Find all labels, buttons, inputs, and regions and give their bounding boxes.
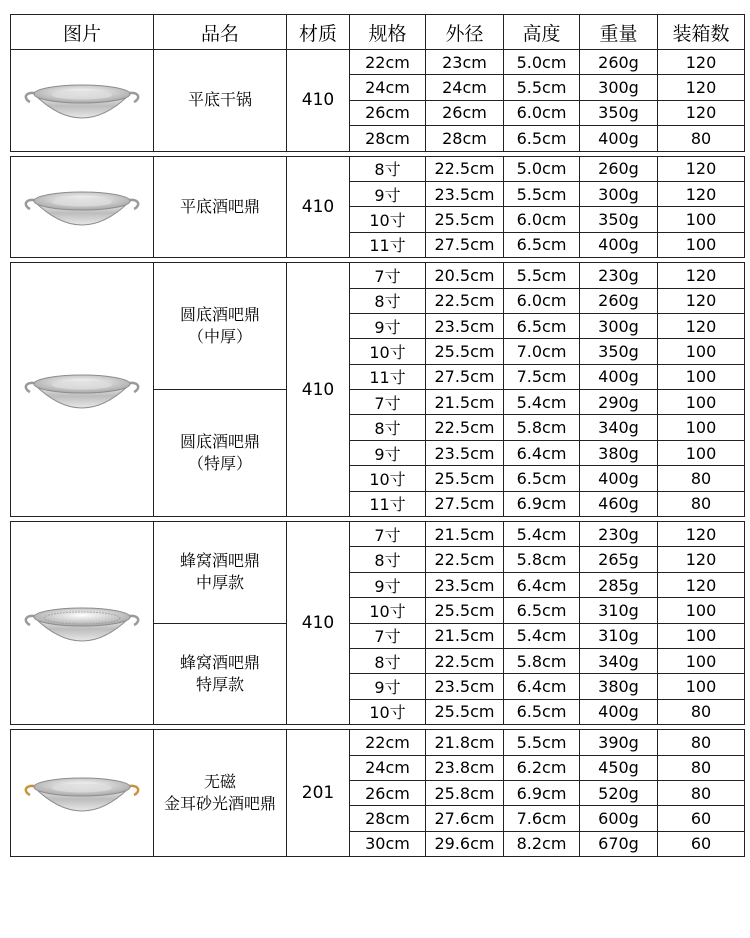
- diameter-cell: 23.5cm: [426, 313, 504, 338]
- height-cell: 5.0cm: [504, 50, 580, 75]
- wok-honeycomb-wire-handles-icon: [11, 591, 153, 655]
- carton-qty-cell: 80: [658, 491, 745, 516]
- height-cell: 6.4cm: [504, 674, 580, 699]
- weight-cell: 400g: [580, 364, 658, 389]
- spec-cell: 24cm: [350, 755, 426, 780]
- height-cell: 8.2cm: [504, 831, 580, 856]
- diameter-cell: 21.5cm: [426, 522, 504, 547]
- header-diameter: 外径: [426, 15, 504, 50]
- height-cell: 6.5cm: [504, 232, 580, 257]
- height-cell: 6.0cm: [504, 288, 580, 313]
- header-weight: 重量: [580, 15, 658, 50]
- weight-cell: 400g: [580, 699, 658, 724]
- height-cell: 5.5cm: [504, 181, 580, 206]
- weight-cell: 600g: [580, 806, 658, 831]
- height-cell: 5.5cm: [504, 263, 580, 288]
- weight-cell: 460g: [580, 491, 658, 516]
- spec-cell: 26cm: [350, 780, 426, 805]
- height-cell: 5.5cm: [504, 75, 580, 100]
- spec-cell: 24cm: [350, 75, 426, 100]
- diameter-cell: 21.5cm: [426, 623, 504, 648]
- wok-flat-small-handles-icon: [11, 68, 153, 132]
- weight-cell: 300g: [580, 181, 658, 206]
- spec-cell: 22cm: [350, 730, 426, 755]
- height-cell: 6.4cm: [504, 440, 580, 465]
- product-image: [11, 730, 154, 857]
- spec-cell: 28cm: [350, 806, 426, 831]
- carton-qty-cell: 100: [658, 339, 745, 364]
- carton-qty-cell: 100: [658, 415, 745, 440]
- weight-cell: 400g: [580, 232, 658, 257]
- header-carton-qty: 装箱数: [658, 15, 745, 50]
- weight-cell: 285g: [580, 572, 658, 597]
- spec-cell: 11寸: [350, 364, 426, 389]
- diameter-cell: 28cm: [426, 126, 504, 151]
- height-cell: 7.5cm: [504, 364, 580, 389]
- product-spec-table: [10, 14, 745, 857]
- weight-cell: 230g: [580, 522, 658, 547]
- diameter-cell: 24cm: [426, 75, 504, 100]
- product-image: [11, 522, 154, 725]
- height-cell: 5.8cm: [504, 547, 580, 572]
- header-image: 图片: [11, 15, 154, 50]
- carton-qty-cell: 100: [658, 390, 745, 415]
- carton-qty-cell: 120: [658, 572, 745, 597]
- height-cell: 6.4cm: [504, 572, 580, 597]
- spec-cell: 7寸: [350, 623, 426, 648]
- weight-cell: 310g: [580, 623, 658, 648]
- diameter-cell: 27.5cm: [426, 232, 504, 257]
- header-material: 材质: [287, 15, 350, 50]
- carton-qty-cell: 80: [658, 730, 745, 755]
- weight-cell: 390g: [580, 730, 658, 755]
- carton-qty-cell: 120: [658, 522, 745, 547]
- diameter-cell: 23.5cm: [426, 440, 504, 465]
- diameter-cell: 22.5cm: [426, 415, 504, 440]
- wok-round-wire-handles-icon: [11, 358, 153, 422]
- table-row: [11, 263, 745, 288]
- weight-cell: 230g: [580, 263, 658, 288]
- header-row: [11, 15, 745, 50]
- spec-cell: 22cm: [350, 50, 426, 75]
- spec-cell: 28cm: [350, 126, 426, 151]
- height-cell: 7.6cm: [504, 806, 580, 831]
- carton-qty-cell: 120: [658, 100, 745, 125]
- carton-qty-cell: 100: [658, 364, 745, 389]
- spec-cell: 8寸: [350, 547, 426, 572]
- product-name: 蜂窝酒吧鼎 中厚款: [154, 522, 287, 624]
- header-name: 品名: [154, 15, 287, 50]
- carton-qty-cell: 60: [658, 806, 745, 831]
- weight-cell: 300g: [580, 75, 658, 100]
- product-name: 平底酒吧鼎: [154, 156, 287, 258]
- carton-qty-cell: 100: [658, 674, 745, 699]
- diameter-cell: 22.5cm: [426, 648, 504, 673]
- carton-qty-cell: 80: [658, 466, 745, 491]
- diameter-cell: 29.6cm: [426, 831, 504, 856]
- weight-cell: 450g: [580, 755, 658, 780]
- height-cell: 5.8cm: [504, 415, 580, 440]
- wok-flat-wire-handles-icon: [11, 175, 153, 239]
- height-cell: 6.5cm: [504, 126, 580, 151]
- height-cell: 6.5cm: [504, 699, 580, 724]
- header-size: 规格: [350, 15, 426, 50]
- spec-cell: 10寸: [350, 466, 426, 491]
- weight-cell: 290g: [580, 390, 658, 415]
- spec-cell: 7寸: [350, 390, 426, 415]
- table-row: [11, 730, 745, 755]
- weight-cell: 260g: [580, 156, 658, 181]
- spec-cell: 8寸: [350, 648, 426, 673]
- weight-cell: 520g: [580, 780, 658, 805]
- product-image: [11, 156, 154, 258]
- spec-cell: 8寸: [350, 288, 426, 313]
- height-cell: 6.5cm: [504, 466, 580, 491]
- spec-cell: 11寸: [350, 491, 426, 516]
- carton-qty-cell: 120: [658, 75, 745, 100]
- diameter-cell: 23cm: [426, 50, 504, 75]
- material-cell: 201: [287, 730, 350, 857]
- diameter-cell: 22.5cm: [426, 288, 504, 313]
- diameter-cell: 27.5cm: [426, 491, 504, 516]
- carton-qty-cell: 80: [658, 126, 745, 151]
- spec-cell: 10寸: [350, 598, 426, 623]
- header-height: 高度: [504, 15, 580, 50]
- spec-cell: 9寸: [350, 181, 426, 206]
- diameter-cell: 23.8cm: [426, 755, 504, 780]
- carton-qty-cell: 120: [658, 547, 745, 572]
- diameter-cell: 23.5cm: [426, 181, 504, 206]
- product-name: 无磁 金耳砂光酒吧鼎: [154, 730, 287, 857]
- height-cell: 5.4cm: [504, 623, 580, 648]
- material-cell: 410: [287, 50, 350, 152]
- carton-qty-cell: 60: [658, 831, 745, 856]
- diameter-cell: 26cm: [426, 100, 504, 125]
- carton-qty-cell: 80: [658, 755, 745, 780]
- height-cell: 6.9cm: [504, 780, 580, 805]
- weight-cell: 670g: [580, 831, 658, 856]
- diameter-cell: 25.8cm: [426, 780, 504, 805]
- carton-qty-cell: 100: [658, 232, 745, 257]
- carton-qty-cell: 100: [658, 623, 745, 648]
- spec-cell: 7寸: [350, 522, 426, 547]
- height-cell: 6.5cm: [504, 598, 580, 623]
- material-cell: 410: [287, 156, 350, 258]
- height-cell: 6.5cm: [504, 313, 580, 338]
- height-cell: 5.0cm: [504, 156, 580, 181]
- diameter-cell: 21.5cm: [426, 390, 504, 415]
- diameter-cell: 25.5cm: [426, 598, 504, 623]
- product-name: 平底干锅: [154, 50, 287, 152]
- weight-cell: 400g: [580, 126, 658, 151]
- weight-cell: 300g: [580, 313, 658, 338]
- diameter-cell: 23.5cm: [426, 674, 504, 699]
- height-cell: 5.5cm: [504, 730, 580, 755]
- spec-cell: 7寸: [350, 263, 426, 288]
- product-name: 蜂窝酒吧鼎 特厚款: [154, 623, 287, 725]
- diameter-cell: 25.5cm: [426, 339, 504, 364]
- weight-cell: 340g: [580, 648, 658, 673]
- carton-qty-cell: 100: [658, 207, 745, 232]
- weight-cell: 260g: [580, 288, 658, 313]
- table-row: [11, 156, 745, 181]
- spec-cell: 9寸: [350, 674, 426, 699]
- spec-cell: 8寸: [350, 415, 426, 440]
- spec-cell: 11寸: [350, 232, 426, 257]
- carton-qty-cell: 120: [658, 263, 745, 288]
- diameter-cell: 25.5cm: [426, 466, 504, 491]
- carton-qty-cell: 100: [658, 648, 745, 673]
- spec-cell: 10寸: [350, 699, 426, 724]
- height-cell: 6.0cm: [504, 207, 580, 232]
- table-row: [11, 50, 745, 75]
- weight-cell: 350g: [580, 100, 658, 125]
- height-cell: 6.0cm: [504, 100, 580, 125]
- spec-cell: 10寸: [350, 207, 426, 232]
- weight-cell: 350g: [580, 339, 658, 364]
- height-cell: 7.0cm: [504, 339, 580, 364]
- weight-cell: 265g: [580, 547, 658, 572]
- spec-sheet: [10, 14, 744, 857]
- diameter-cell: 20.5cm: [426, 263, 504, 288]
- material-cell: 410: [287, 263, 350, 517]
- diameter-cell: 27.5cm: [426, 364, 504, 389]
- weight-cell: 400g: [580, 466, 658, 491]
- height-cell: 6.9cm: [504, 491, 580, 516]
- weight-cell: 380g: [580, 440, 658, 465]
- table-row: [11, 522, 745, 547]
- carton-qty-cell: 100: [658, 440, 745, 465]
- spec-cell: 30cm: [350, 831, 426, 856]
- weight-cell: 260g: [580, 50, 658, 75]
- product-image: [11, 263, 154, 517]
- spec-cell: 9寸: [350, 313, 426, 338]
- weight-cell: 380g: [580, 674, 658, 699]
- spec-cell: 26cm: [350, 100, 426, 125]
- diameter-cell: 27.6cm: [426, 806, 504, 831]
- carton-qty-cell: 120: [658, 156, 745, 181]
- carton-qty-cell: 120: [658, 313, 745, 338]
- carton-qty-cell: 100: [658, 598, 745, 623]
- diameter-cell: 23.5cm: [426, 572, 504, 597]
- spec-cell: 8寸: [350, 156, 426, 181]
- diameter-cell: 25.5cm: [426, 207, 504, 232]
- diameter-cell: 22.5cm: [426, 547, 504, 572]
- wok-gold-handles-icon: [11, 761, 153, 825]
- carton-qty-cell: 120: [658, 50, 745, 75]
- spec-cell: 9寸: [350, 572, 426, 597]
- height-cell: 5.4cm: [504, 522, 580, 547]
- material-cell: 410: [287, 522, 350, 725]
- product-name: 圆底酒吧鼎 （中厚）: [154, 263, 287, 390]
- weight-cell: 310g: [580, 598, 658, 623]
- carton-qty-cell: 120: [658, 288, 745, 313]
- product-image: [11, 50, 154, 152]
- height-cell: 5.4cm: [504, 390, 580, 415]
- product-name: 圆底酒吧鼎 （特厚）: [154, 390, 287, 517]
- height-cell: 5.8cm: [504, 648, 580, 673]
- diameter-cell: 21.8cm: [426, 730, 504, 755]
- spec-cell: 9寸: [350, 440, 426, 465]
- height-cell: 6.2cm: [504, 755, 580, 780]
- carton-qty-cell: 120: [658, 181, 745, 206]
- carton-qty-cell: 80: [658, 699, 745, 724]
- spec-cell: 10寸: [350, 339, 426, 364]
- weight-cell: 340g: [580, 415, 658, 440]
- carton-qty-cell: 80: [658, 780, 745, 805]
- weight-cell: 350g: [580, 207, 658, 232]
- diameter-cell: 22.5cm: [426, 156, 504, 181]
- diameter-cell: 25.5cm: [426, 699, 504, 724]
